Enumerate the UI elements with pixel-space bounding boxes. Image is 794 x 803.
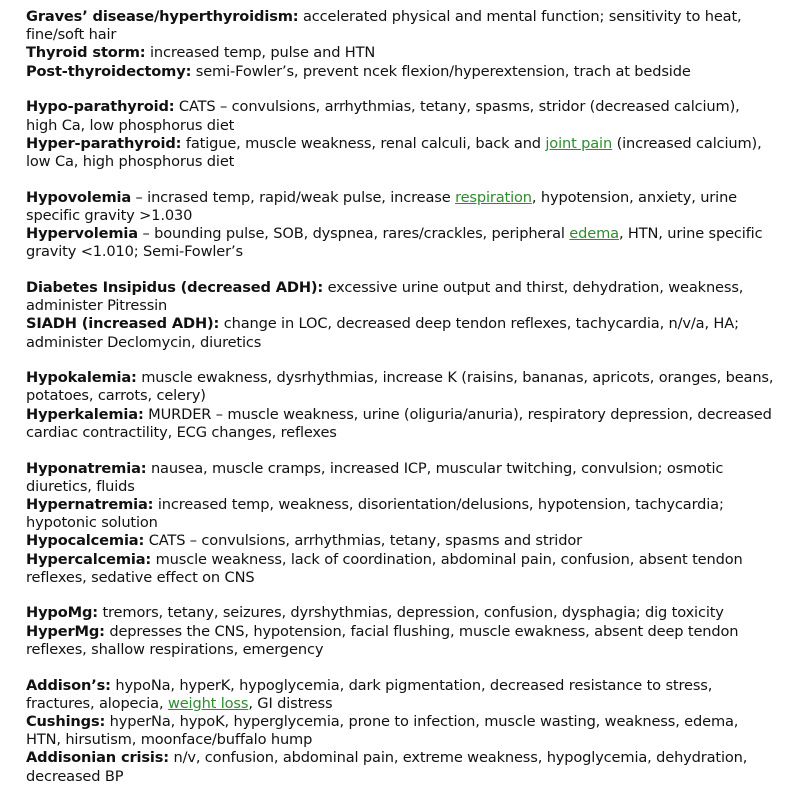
entry-term: Cushings: [26,713,106,730]
entry-thyroid-storm [26,44,774,62]
entry-hyponatremia [26,460,774,496]
entry-hypocalcemia [26,532,774,550]
entry-hypernatremia [26,496,774,532]
entry-hyper-parathyroid [26,135,774,171]
entry-term: Hyperkalemia: [26,405,144,423]
entry-term: Hypo-parathyroid: [26,98,175,116]
parathyroid-section [26,98,774,171]
entry-description: tremors, tetany, seizures, dyrshythmias, depression, confusion, dysphagia; dig toxicity [97,604,724,622]
entry-term: Hypokalemia: [26,369,137,387]
entry-description-before-link: – bounding pulse, SOB, dyspnea, rares/crackles, peripheral [137,225,570,243]
entry-description: increased temp, pulse and HTN [145,44,376,62]
entry-description-after-link: , GI distress [248,694,333,712]
entry-description-before-link: hypoNa, hyperK, hypoglycemia, dark pigmentation, decreased resistance to stress, fractures, alopecia, [26,676,713,712]
entry-term: Addison’s: [26,676,111,694]
entry-hypovolemia [26,189,774,225]
entry-hypermg [26,623,774,659]
entry-term: Hypocalcemia: [26,532,145,550]
adh-section [26,279,774,352]
entry-description: depresses the CNS, hypotension, facial flushing, muscle ewakness, absent deep tendon reflexes, shallow respirations, emergency [26,622,739,658]
entry-hyperkalemia [26,406,774,442]
entry-description: increased temp, weakness, disorientation/delusions, hypotension, tachycardia; hypotonic solution [26,495,724,532]
entry-addisons [26,677,774,713]
entry-description: CATS – convulsions, arrhythmias, tetany, spasms, stridor (decreased calcium), high Ca, low phosphorus diet [26,98,740,134]
entry-graves-disease [26,8,774,44]
entry-description-before-link: – incrased temp, rapid/weak pulse, increase [131,188,456,206]
entry-description: hyperNa, hypoK, hyperglycemia, prone to infection, muscle wasting, weakness, edema, HTN, hirsutism, moonface/buffalo hump [26,713,739,749]
entry-term: HypoMg: [26,604,98,622]
entry-hypomg [26,604,774,622]
entry-term: Hypernatremia: [26,495,154,513]
joint-pain-link[interactable]: joint pain [545,134,613,152]
adrenal-section [26,677,774,786]
entry-hypercalcemia [26,551,774,587]
potassium-section [26,369,774,442]
entry-description: n/v, confusion, abdominal pain, extreme weakness, hypoglycemia, dehydration, decreased BP [26,749,748,785]
entry-description: muscle weakness, lack of coordination, abdominal pain, confusion, absent tendon reflexes, sedative effect on CNS [26,550,743,586]
magnesium-section [26,604,774,659]
fluid-volume-section [26,189,774,262]
entry-term: SIADH (increased ADH): [26,315,220,333]
entry-term: Hypercalcemia: [26,550,152,568]
entry-description-after-link: , HTN, urine specific gravity <1.010; Semi-Fowler’s [26,225,763,261]
entry-term: HyperMg: [26,622,105,640]
entry-cushings [26,713,774,749]
entry-term: Graves’ disease/hyperthyroidism: [26,8,299,25]
sodium-calcium-section [26,460,774,587]
entry-description: CATS – convulsions, arrhythmias, tetany, spasms and stridor [144,532,582,550]
entry-description: accelerated physical and mental function; sensitivity to heat, fine/soft hair [26,8,742,44]
entry-hypervolemia [26,225,774,261]
entry-term: Hyper-parathyroid: [26,134,182,152]
weight-loss-link[interactable]: weight loss [167,694,249,712]
study-notes-document [26,8,774,803]
entry-description-after-link: (increased calcium), low Ca, high phosphorus diet [26,134,762,170]
entry-hypokalemia [26,369,774,405]
thyroid-section [26,8,774,81]
entry-term: Post-thyroidectomy: [26,62,192,80]
entry-term: Diabetes Insipidus (decreased ADH): [26,278,324,296]
entry-description: muscle ewakness, dysrhythmias, increase K (raisins, bananas, apricots, oranges, beans, potatoes, carrots, celery) [26,369,774,405]
entry-term: Hypovolemia [26,188,132,206]
entry-description: excessive urine output and thirst, dehydration, weakness, administer Pitressin [26,278,744,315]
entry-description: MURDER – muscle weakness, urine (oliguria/anuria), respiratory depression, decreased cardiac contractility, ECG changes, reflexes [26,405,772,441]
entry-hypo-parathyroid [26,98,774,134]
entry-description-after-link: , hypotension, anxiety, urine specific gravity >1.030 [26,188,737,224]
entry-term: Thyroid storm: [26,44,146,62]
entry-siadh [26,315,774,351]
entry-description-before-link: fatigue, muscle weakness, renal calculi, back and [181,134,546,152]
edema-link[interactable]: edema [569,225,619,243]
entry-description: change in LOC, decreased deep tendon reflexes, tachycardia, n/v/a, HA; administer Declomycin, diuretics [26,315,739,351]
entry-description: semi-Fowler’s, prevent ncek flexion/hyperextension, trach at bedside [191,62,691,80]
entry-description: nausea, muscle cramps, increased ICP, muscular twitching, convulsion; osmotic diuretics, fluids [26,459,724,495]
entry-diabetes-insipidus [26,279,774,315]
entry-term: Hypervolemia [26,225,138,243]
entry-post-thyroidectomy [26,63,774,81]
entry-addisonian-crisis [26,749,774,785]
respiration-link[interactable]: respiration [455,188,532,206]
entry-term: Hyponatremia: [26,459,147,477]
entry-term: Addisonian crisis: [26,749,169,767]
